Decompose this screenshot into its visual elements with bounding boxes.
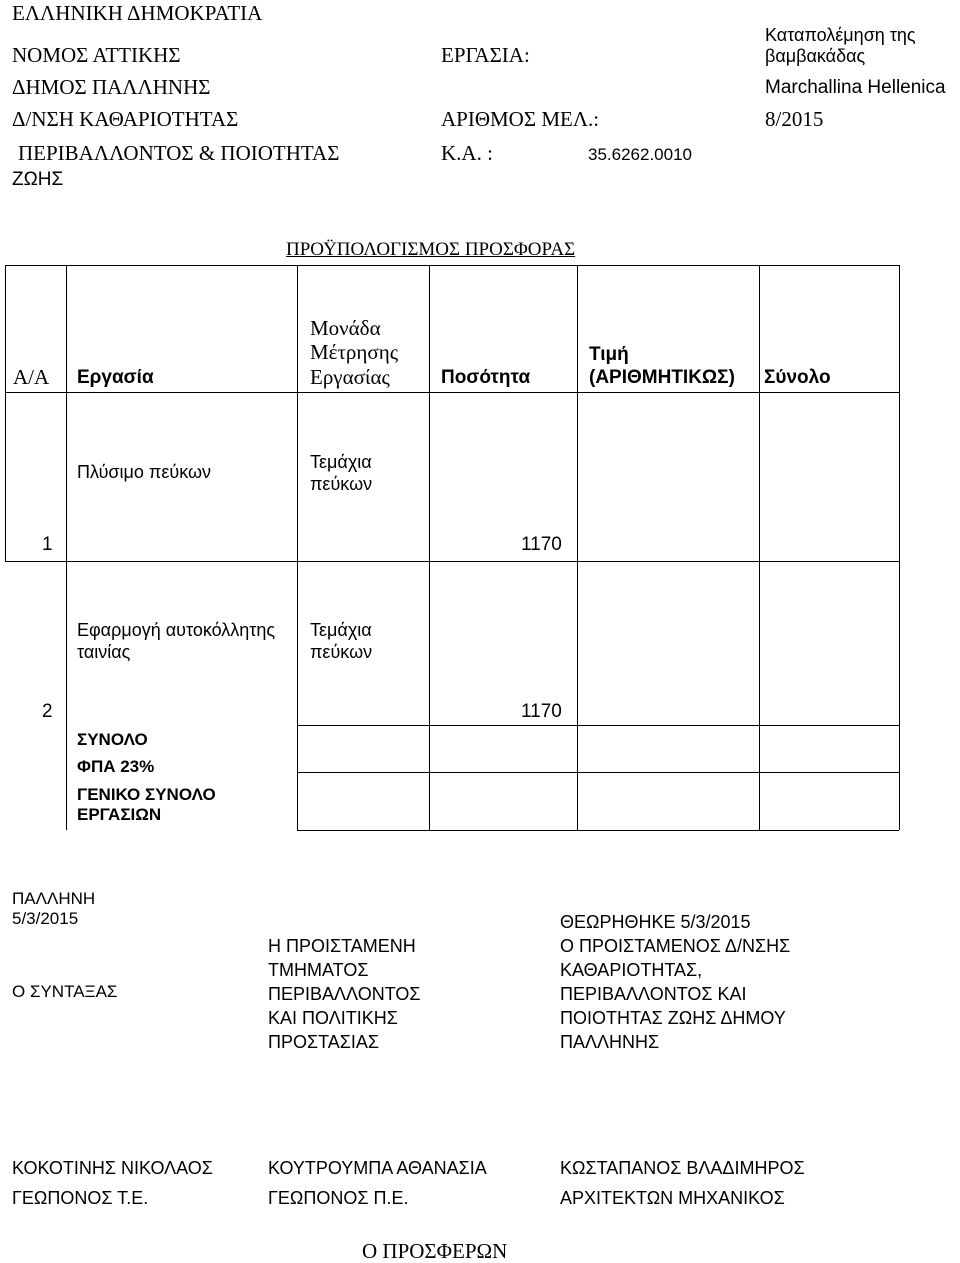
row-quantity: 1170 <box>521 534 562 555</box>
work-label: ΕΡΓΑΣΙΑ: <box>441 43 530 67</box>
signatory1-name: ΚΟΚΟΤΙΝΗΣ ΝΙΚΟΛΑΟΣ <box>12 1158 213 1178</box>
row-unit-line1: Τεμάχια <box>310 452 372 472</box>
place-label: ΠΑΛΛΗΝΗ <box>12 889 96 908</box>
signatory1-role: ΓΕΩΠΟΝΟΣ Τ.Ε. <box>12 1188 149 1208</box>
director-title-line2: ΚΑΘΑΡΙΟΤΗΤΑΣ, <box>560 960 703 980</box>
work-value-line1: Καταπολέμηση της <box>765 25 916 45</box>
row-unit-line2: πεύκων <box>310 474 373 494</box>
header-quantity: Ποσότητα <box>441 367 531 388</box>
approved-label: ΘΕΩΡΗΘΗΚΕ 5/3/2015 <box>560 912 751 932</box>
row-work-line1: Εφαρμογή αυτοκόλλητης <box>77 620 276 640</box>
head-title-line4: ΚΑΙ ΠΟΛΙΤΙΚΗΣ <box>268 1008 398 1028</box>
signatory2-name: ΚΟΥΤΡΟΥΜΠΑ ΑΘΑΝΑΣΙΑ <box>268 1158 487 1178</box>
head-title-line5: ΠΡΟΣΤΑΣΙΑΣ <box>268 1032 380 1052</box>
study-label: ΑΡΙΘΜΟΣ ΜΕΛ.: <box>441 107 600 131</box>
row-aa: 2 <box>42 701 53 722</box>
row-quantity: 1170 <box>521 701 562 722</box>
director-title-line1: Ο ΠΡΟΙΣΤΑΜΕΝΟΣ Δ/ΝΣΗΣ <box>560 936 791 956</box>
director-title-line3: ΠΕΡΙΒΑΛΛΟΝΤΟΣ ΚΑΙ <box>560 984 747 1004</box>
header-work: Εργασία <box>77 367 154 388</box>
ka-value: 35.6262.0010 <box>588 145 692 164</box>
row-unit-line2: πεύκων <box>310 642 373 662</box>
composer-title: Ο ΣΥΝΤΑΞΑΣ <box>12 982 118 1001</box>
head-title-line2: ΤΜΗΜΑΤΟΣ <box>268 960 369 980</box>
bidder-label: Ο ΠΡΟΣΦΕΡΩΝ <box>362 1239 508 1263</box>
signatory3-role: ΑΡΧΙΤΕΚΤΩΝ ΜΗΧΑΝΙΚΟΣ <box>560 1188 785 1208</box>
work-value-line2: βαμβακάδας <box>765 46 866 66</box>
summary-grand-label-line2: ΕΡΓΑΣΙΩΝ <box>77 805 162 824</box>
study-value: 8/2015 <box>765 107 824 131</box>
summary-vat-label: ΦΠΑ 23% <box>77 757 155 776</box>
director-title-line4: ΠΟΙΟΤΗΤΑΣ ΖΩΗΣ ΔΗΜΟΥ <box>560 1008 786 1028</box>
header-unit-line2: Μέτρησης <box>310 340 399 364</box>
ka-label: Κ.Α. : <box>441 141 493 165</box>
header-total: Σύνολο <box>764 367 831 388</box>
head-title-line1: Η ΠΡΟΙΣΤΑΜΕΝΗ <box>268 936 416 956</box>
header-unit-line3: Εργασίας <box>310 365 390 389</box>
republic-heading: ΕΛΛΗΝΙΚΗ ΔΗΜΟΚΡΑΤΙΑ <box>12 1 263 25</box>
budget-title: ΠΡΟΫΠΟΛΟΓΙΣΜΟΣ ΠΡΟΣΦΟΡΑΣ <box>286 239 576 260</box>
director-title-line5: ΠΑΛΛΗΝΗΣ <box>560 1032 660 1052</box>
row-unit-line1: Τεμάχια <box>310 620 372 640</box>
signatory2-role: ΓΕΩΠΟΝΟΣ Π.Ε. <box>268 1188 409 1208</box>
summary-sum-label: ΣΥΝΟΛΟ <box>77 730 148 749</box>
signatory3-name: ΚΩΣΤΑΠΑΝΟΣ ΒΛΑΔΙΜΗΡΟΣ <box>560 1158 805 1178</box>
municipality-label: ΔΗΜΟΣ ΠΑΛΛΗΝΗΣ <box>12 75 211 99</box>
summary-grand-label-line1: ΓΕΝΙΚΟ ΣΥΝΟΛΟ <box>77 785 216 804</box>
head-title-line3: ΠΕΡΙΒΑΛΛΟΝΤΟΣ <box>268 984 421 1004</box>
department-label-line1: ΠΕΡΙΒΑΛΛΟΝΤΟΣ & ΠΟΙΟΤΗΤΑΣ <box>18 141 340 165</box>
header-price-line2: (ΑΡΙΘΜΗΤΙΚΩΣ) <box>589 367 735 388</box>
row-work-line2: ταινίας <box>77 642 131 662</box>
work-value-line3: Marchallina Hellenica <box>765 77 946 98</box>
header-aa: Α/Α <box>13 365 50 389</box>
date-label: 5/3/2015 <box>12 909 79 928</box>
header-price-line1: Τιμή <box>589 344 629 365</box>
row-work: Πλύσιμο πεύκων <box>77 462 212 482</box>
directorate-label: Δ/ΝΣΗ ΚΑΘΑΡΙΟΤΗΤΑΣ <box>12 107 239 131</box>
header-unit-line1: Μονάδα <box>310 316 381 340</box>
department-label-line2: ΖΩΗΣ <box>12 169 64 190</box>
row-aa: 1 <box>42 534 53 555</box>
prefecture-label: ΝΟΜΟΣ ΑΤΤΙΚΗΣ <box>12 43 181 67</box>
